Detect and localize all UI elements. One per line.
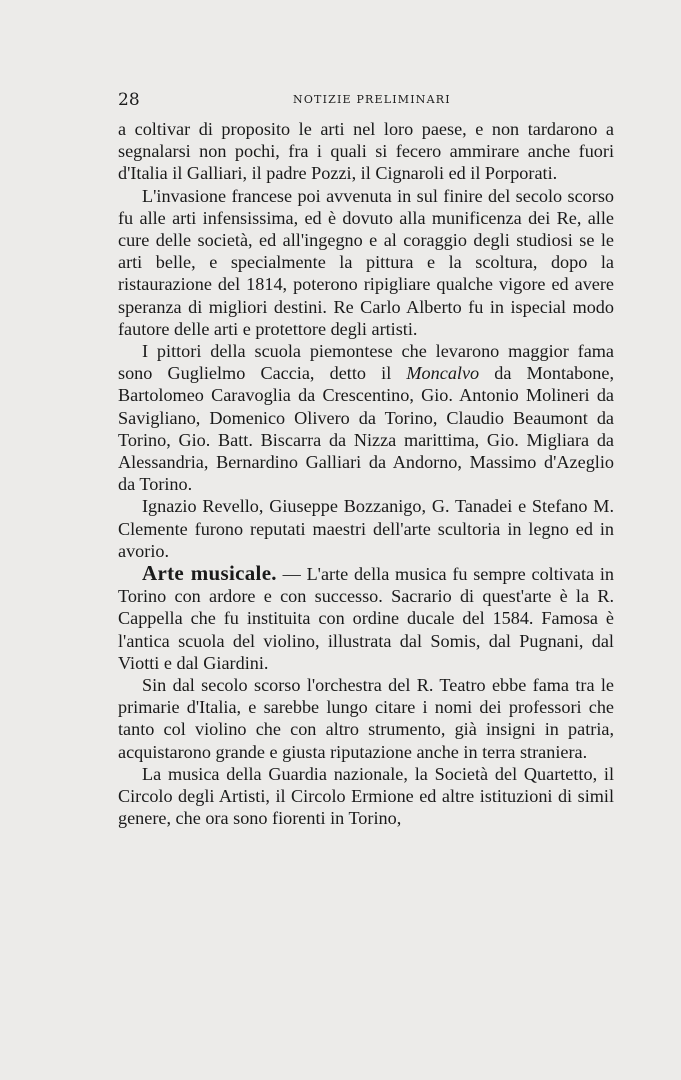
paragraph-continuation: a coltivar di proposito le arti nel loro paese, e non tardarono a segnalarsi non pochi, fra i quali si fecero ammirare anche fuori d'Italia il Galliari, il padre Pozzi, il Cignaroli ed il Porporati. <box>118 119 614 184</box>
paragraph-french-invasion: L'invasione francese poi avvenuta in sul finire del secolo scorso fu alle arti infensissima, ed è dovuto alla munificenza dei Re, alle cure delle società, ed all'ingegno e al coraggio degli studiosi se le arti belle, e specialmente la pittura e la scoltura, dopo la ristaurazione del 1814, poterono ripigliare qualche vigore ed avere speranza di migliori destini. Re Carlo Alberto fu in ispecial modo fautore delle arti e protettore degli artisti. <box>118 185 614 339</box>
paragraph-music <box>118 562 614 674</box>
page-number: 28 <box>118 90 140 110</box>
moncalvo-italic: Moncalvo <box>406 363 480 384</box>
page-header <box>118 90 614 110</box>
painters-text-after: da Montabone, Bartolomeo Caravoglia da Crescentino, Gio. Antonio Molineri da Savigliano, Domenico Olivero da Torino, Claudio Beaumont da Torino, Gio. Batt. Biscarra da Nizza marittima, Gio. Migliara da Alessandria, Bernardino Galliari da Andorno, Massimo d'Azeglio da Torino. <box>118 363 614 495</box>
paragraph-institutions: La musica della Guardia nazionale, la Società del Quartetto, il Circolo degli Artisti, il Circolo Ermione ed altre istituzioni di simil genere, che ora sono fiorenti in Torino, <box>118 763 614 829</box>
painters-text-before: I pittori della scuola piemontese che levarono maggior fama sono Guglielmo Caccia, detto il <box>118 341 614 384</box>
running-head: NOTIZIE PRELIMINARI <box>293 93 451 106</box>
paragraph-orchestra: Sin dal secolo scorso l'orchestra del R. Teatro ebbe fama tra le primarie d'Italia, e sarebbe lungo citare i nomi dei professori che tanto col violino che con altro strumento, già insigni in patria, acquistarono grande e giusta riputazione anche in terra straniera. <box>118 675 614 762</box>
music-text: — L'arte della musica fu sempre coltivata in Torino con ardore e con successo. Sacrario di quest'arte è la R. Cappella che fu instituita con ordine ducale del 1584. Famosa è l'antica scuola del violino, illustrata dal Somis, dal Pugnani, dal Viotti e dal Giardini. <box>118 564 615 673</box>
paragraph-painters <box>118 340 614 495</box>
section-heading-music: Arte musicale. <box>142 561 277 586</box>
paragraph-sculptors: Ignazio Revello, Giuseppe Bozzanigo, G. Tanadei e Stefano M. Clemente furono reputati maestri dell'arte scultoria in legno ed in avorio. <box>118 496 614 561</box>
body-text <box>118 118 614 830</box>
